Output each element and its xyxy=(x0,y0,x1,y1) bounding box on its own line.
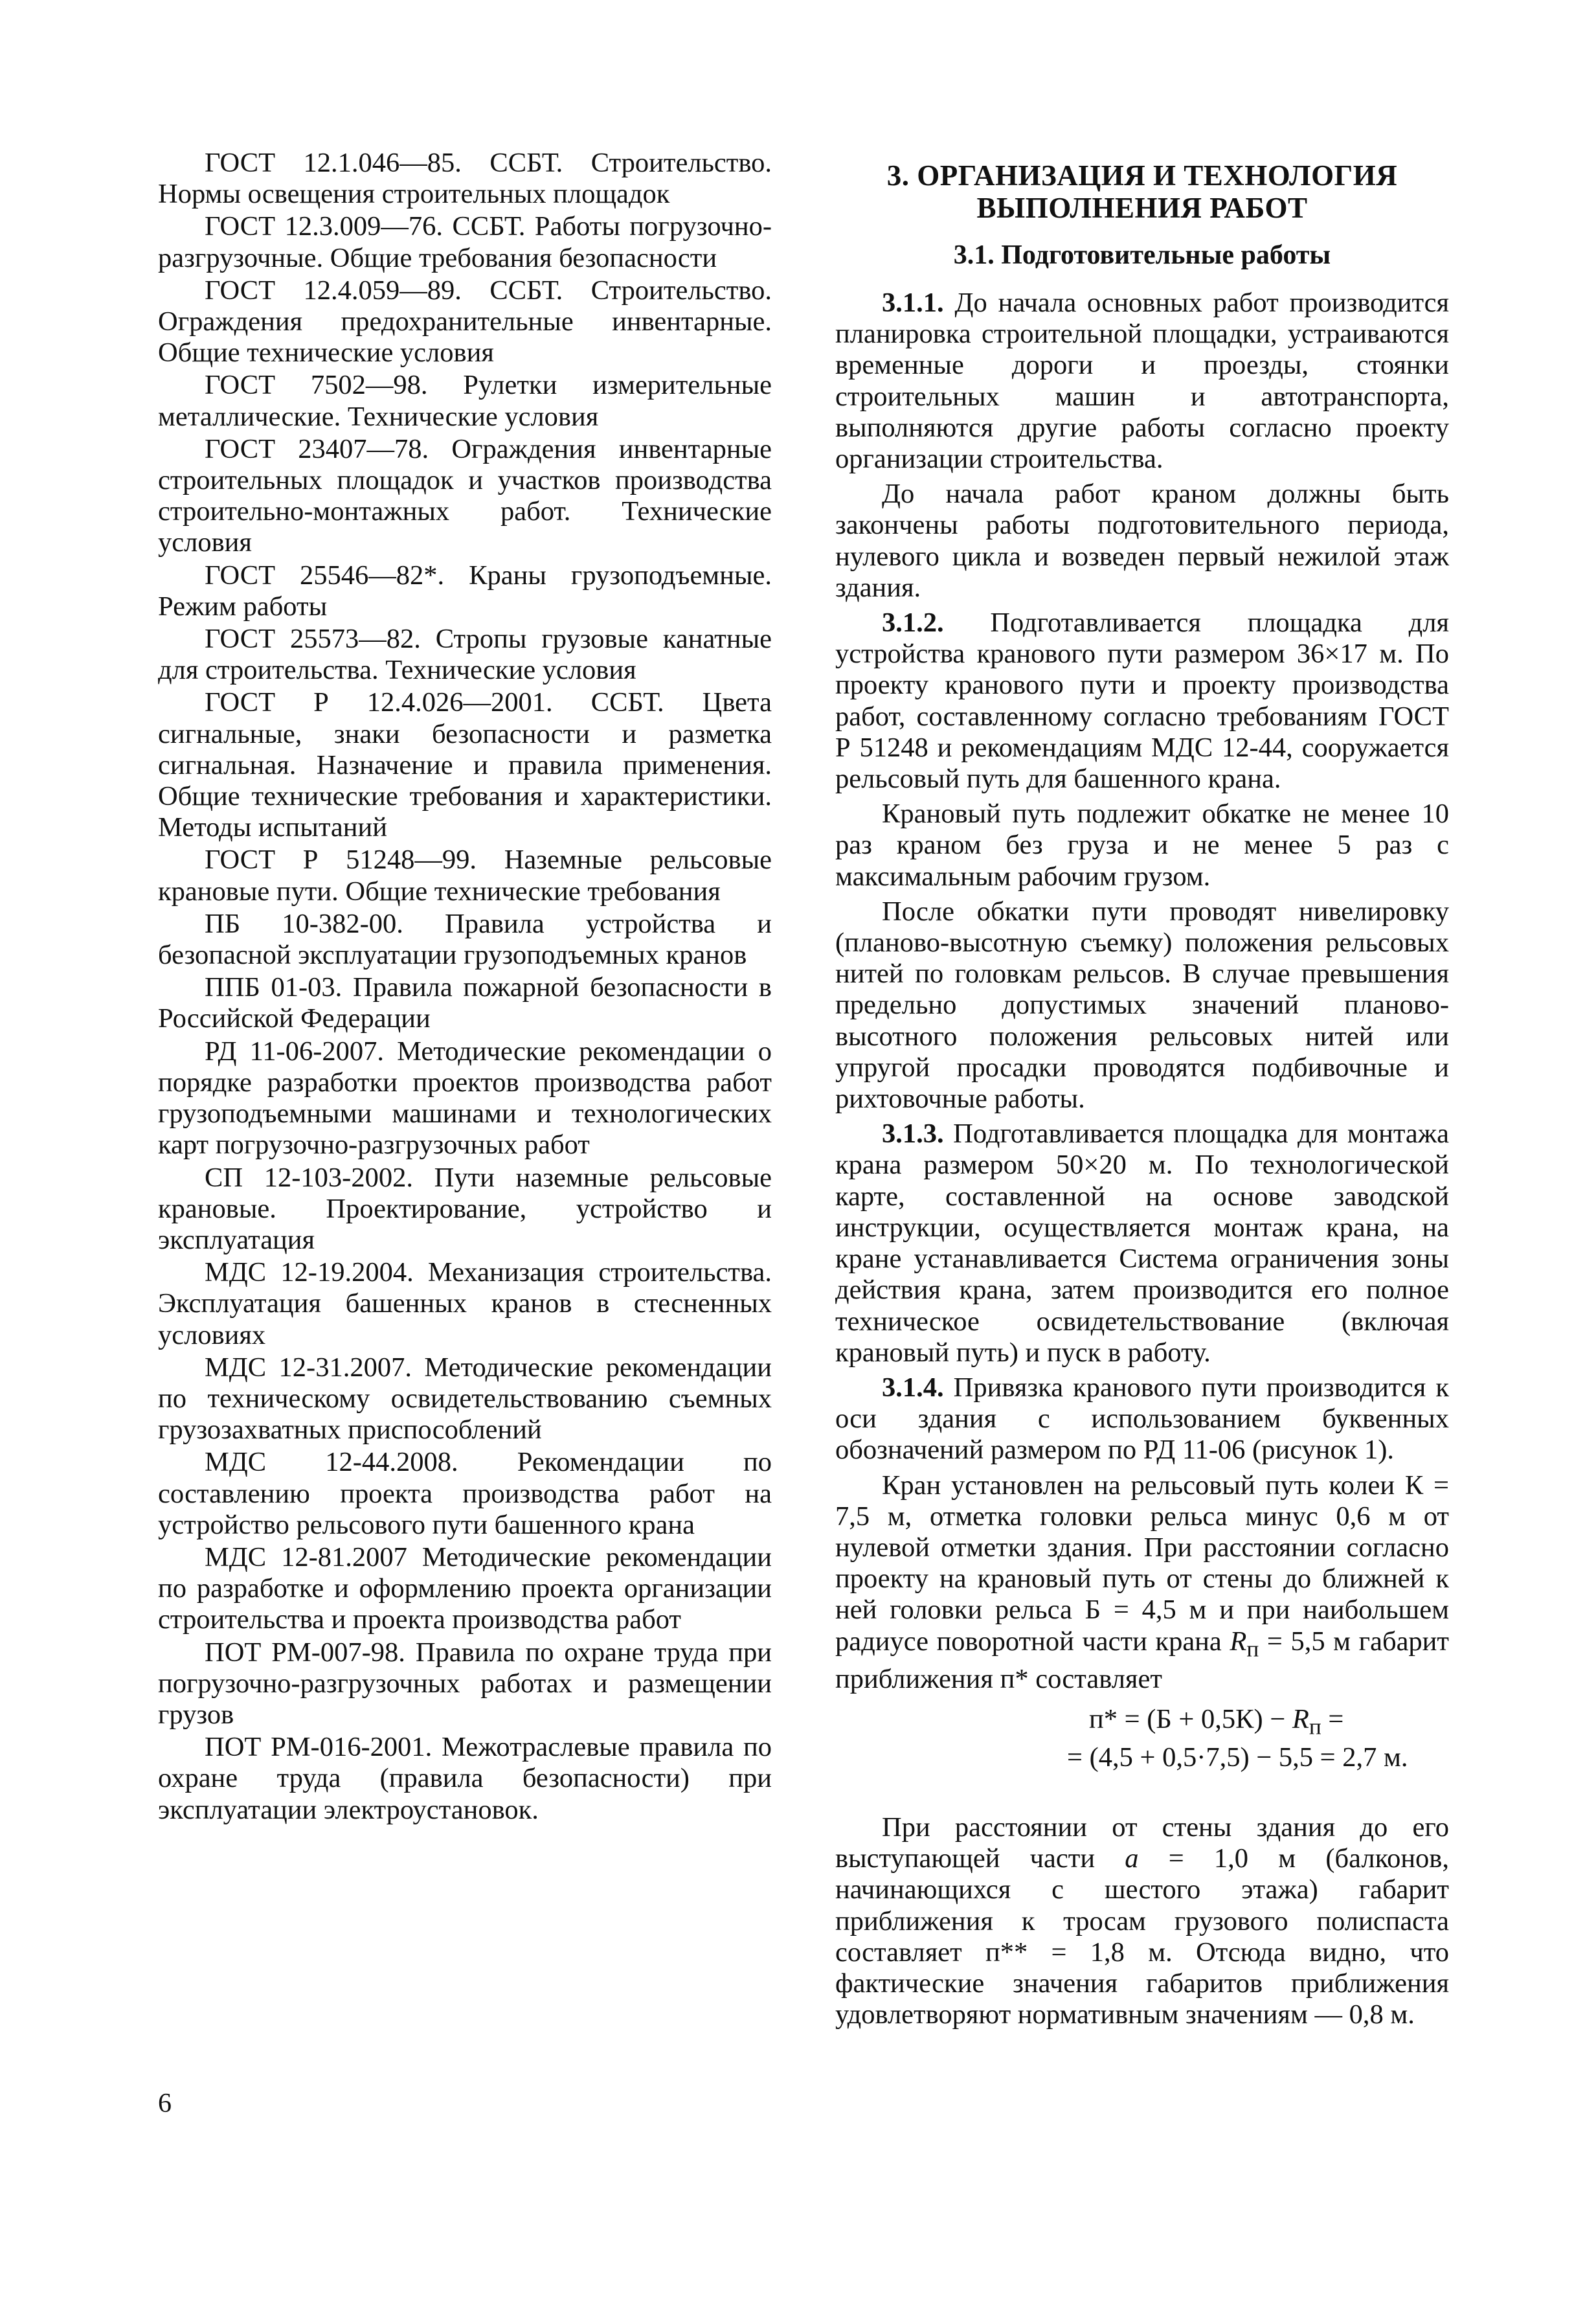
reference-item: МДС 12-19.2004. Механизация строительства. Эксплуатация башенных кранов в стесненных условиях xyxy=(158,1257,772,1350)
reference-item: ППБ 01-03. Правила пожарной безопасности в Российской Федерации xyxy=(158,972,772,1034)
formula-line-1 xyxy=(835,1704,1449,1742)
paragraph: Крановый путь подлежит обкатке не менее 10 раз краном без груза и не менее 5 раз с максимальным рабочим грузом. xyxy=(835,799,1449,892)
reference-item: МДС 12-81.2007 Методические рекомендации по разработке и оформлению проекта организации строительства и проекта производства работ xyxy=(158,1541,772,1635)
section-title-line1: 3. ОРГАНИЗАЦИЯ И ТЕХНОЛОГИЯ xyxy=(886,159,1398,192)
formula-variable: R xyxy=(1292,1704,1309,1735)
paragraph-text: = 1,0 м (балконов, начинающихся с шестого этажа) габарит приближения к тросам грузового полиспаста составляет п** = 1,8 м. Отсюда видно, что фактические значения габаритов приближения удовлетворяют нормативным значениям — 0,8 м. xyxy=(835,1843,1450,2030)
references-column xyxy=(158,148,772,1827)
subsection-title: 3.1. Подготовительные работы xyxy=(953,240,1331,270)
formula-line-2: = (4,5 + 0,5·7,5) − 5,5 = 2,7 м. xyxy=(1067,1742,1408,1773)
reference-item: ГОСТ 7502—98. Рулетки измерительные металлические. Технические условия xyxy=(158,370,772,432)
formula-text: = xyxy=(1321,1704,1344,1735)
reference-item: ПОТ РМ-016-2001. Межотраслевые правила по охране труда (правила безопасности) при эксплуатации электроустановок. xyxy=(158,1732,772,1825)
reference-item: РД 11-06-2007. Методические рекомендации о порядке разработки проектов производства работ грузоподъемными машинами и технологических карт погрузочно-разгрузочных работ xyxy=(158,1036,772,1161)
formula xyxy=(835,1704,1449,1773)
radius-variable: R xyxy=(1230,1626,1247,1657)
paragraph-3-1-1 xyxy=(835,288,1449,475)
clause-number: 3.1.1. xyxy=(882,288,944,318)
paragraph-text: При расстоянии от стены здания до его выступающей части xyxy=(835,1811,1449,1874)
clause-number: 3.1.4. xyxy=(882,1372,944,1403)
reference-item: ГОСТ 25546—82*. Краны грузоподъемные. Режим работы xyxy=(158,560,772,622)
clause-number: 3.1.2. xyxy=(882,607,944,639)
paragraph xyxy=(835,1470,1449,1696)
reference-item: ГОСТ 23407—78. Ограждения инвентарные строительных площадок и участков производства строительно-монтажных работ. Технические условия xyxy=(158,433,772,558)
radius-subscript: п xyxy=(1246,1635,1259,1662)
reference-item: МДС 12-31.2007. Методические рекомендации по техническому освидетельствованию съемных грузозахватных приспособлений xyxy=(158,1352,772,1446)
paragraph-text: Подготавливается площадка для устройства кранового пути размером 36×17 м. По проекту кранового пути и проекту производства работ, составленному согласно требованиям ГОСТ Р 51248 и рекомендациям МДС 12-44, сооружается рельсовый путь для башенного крана. xyxy=(835,607,1449,795)
reference-item: МДС 12-44.2008. Рекомендации по составлению проекта производства работ на устройство рельсового пути башенного крана xyxy=(158,1447,772,1540)
reference-item: ГОСТ 12.1.046—85. ССБТ. Строительство. Нормы освещения строительных площадок xyxy=(158,148,772,210)
paragraph-text: Привязка кранового пути производится к оси здания с использованием буквенных обозначений размером по РД 11-06 (рисунок 1). xyxy=(835,1372,1449,1466)
reference-item: СП 12-103-2002. Пути наземные рельсовые крановые. Проектирование, устройство и эксплуатация xyxy=(158,1162,772,1255)
section-column xyxy=(835,148,1449,2034)
paragraph-text: До начала основных работ производится планировка строительной площадки, устраиваются временные дороги и проезды, стоянки строительных машин и автотранспорта, выполняются другие работы согласно проекту организации строительства. xyxy=(835,288,1449,475)
paragraph-3-1-3 xyxy=(835,1118,1449,1368)
formula-text: п* = (Б + 0,5К) − xyxy=(1089,1704,1292,1735)
reference-item: ГОСТ Р 12.4.026—2001. ССБТ. Цвета сигнальные, знаки безопасности и разметка сигнальная. Назначение и правила применения. Общие технические требования и характеристики. Методы испытаний xyxy=(158,687,772,843)
reference-item: ПОТ РМ-007-98. Правила по охране труда при погрузочно-разгрузочных работах и размещении грузов xyxy=(158,1637,772,1730)
paragraph: До начала работ краном должны быть закончены работы подготовительного периода, нулевого цикла и возведен первый нежилой этаж здания. xyxy=(835,479,1449,603)
paragraph-text: Кран установлен на рельсовый путь колеи К = 7,5 м, отметка головки рельса минус 0,6 м от нулевой отметки здания. При расстоянии согласно проекту на крановый путь от стены до ближней к ней головки рельса Б = 4,5 м и при наибольшем радиусе поворотной части крана xyxy=(835,1470,1449,1657)
distance-variable: a xyxy=(1125,1843,1139,1874)
section-title-line2: ВЫПОЛНЕНИЯ РАБОТ xyxy=(976,192,1308,224)
reference-item: ГОСТ 12.4.059—89. ССБТ. Строительство. Ограждения предохранительные инвентарные. Общие технические условия xyxy=(158,275,772,369)
formula-subscript: п xyxy=(1309,1713,1321,1740)
reference-item: ПБ 10-382-00. Правила устройства и безопасной эксплуатации грузоподъемных кранов xyxy=(158,908,772,971)
page-number: 6 xyxy=(158,2089,172,2118)
clause-number: 3.1.3. xyxy=(882,1118,944,1150)
paragraph xyxy=(835,1812,1449,2030)
reference-item: ГОСТ Р 51248—99. Наземные рельсовые крановые пути. Общие технические требования xyxy=(158,845,772,907)
paragraph-3-1-4 xyxy=(835,1372,1449,1466)
paragraph-text: = 5,5 м габарит приближения п* составляет xyxy=(835,1626,1449,1695)
reference-item: ГОСТ 25573—82. Стропы грузовые канатные для строительства. Технические условия xyxy=(158,624,772,686)
paragraph: После обкатки пути проводят нивелировку (планово-высотную съемку) положения рельсовых нитей по головкам рельсов. В случае превышения предельно допустимых значений планово-высотного положения рельсовых нитей или упругой просадки проводятся подбивочные и рихтовочные работы. xyxy=(835,896,1449,1115)
paragraph-text: Подготавливается площадка для монтажа крана размером 50×20 м. По технологической карте, составленной на основе заводской инструкции, осуществляется монтаж крана, на кране устанавливается Система ограничения зоны действия крана, затем производится его полное техническое освидетельствование (включая крановый путь) и пуск в работу. xyxy=(835,1118,1449,1368)
paragraph-3-1-2 xyxy=(835,607,1449,795)
section-title xyxy=(835,159,1449,224)
reference-item: ГОСТ 12.3.009—76. ССБТ. Работы погрузочно-разгрузочные. Общие требования безопасности xyxy=(158,211,772,273)
